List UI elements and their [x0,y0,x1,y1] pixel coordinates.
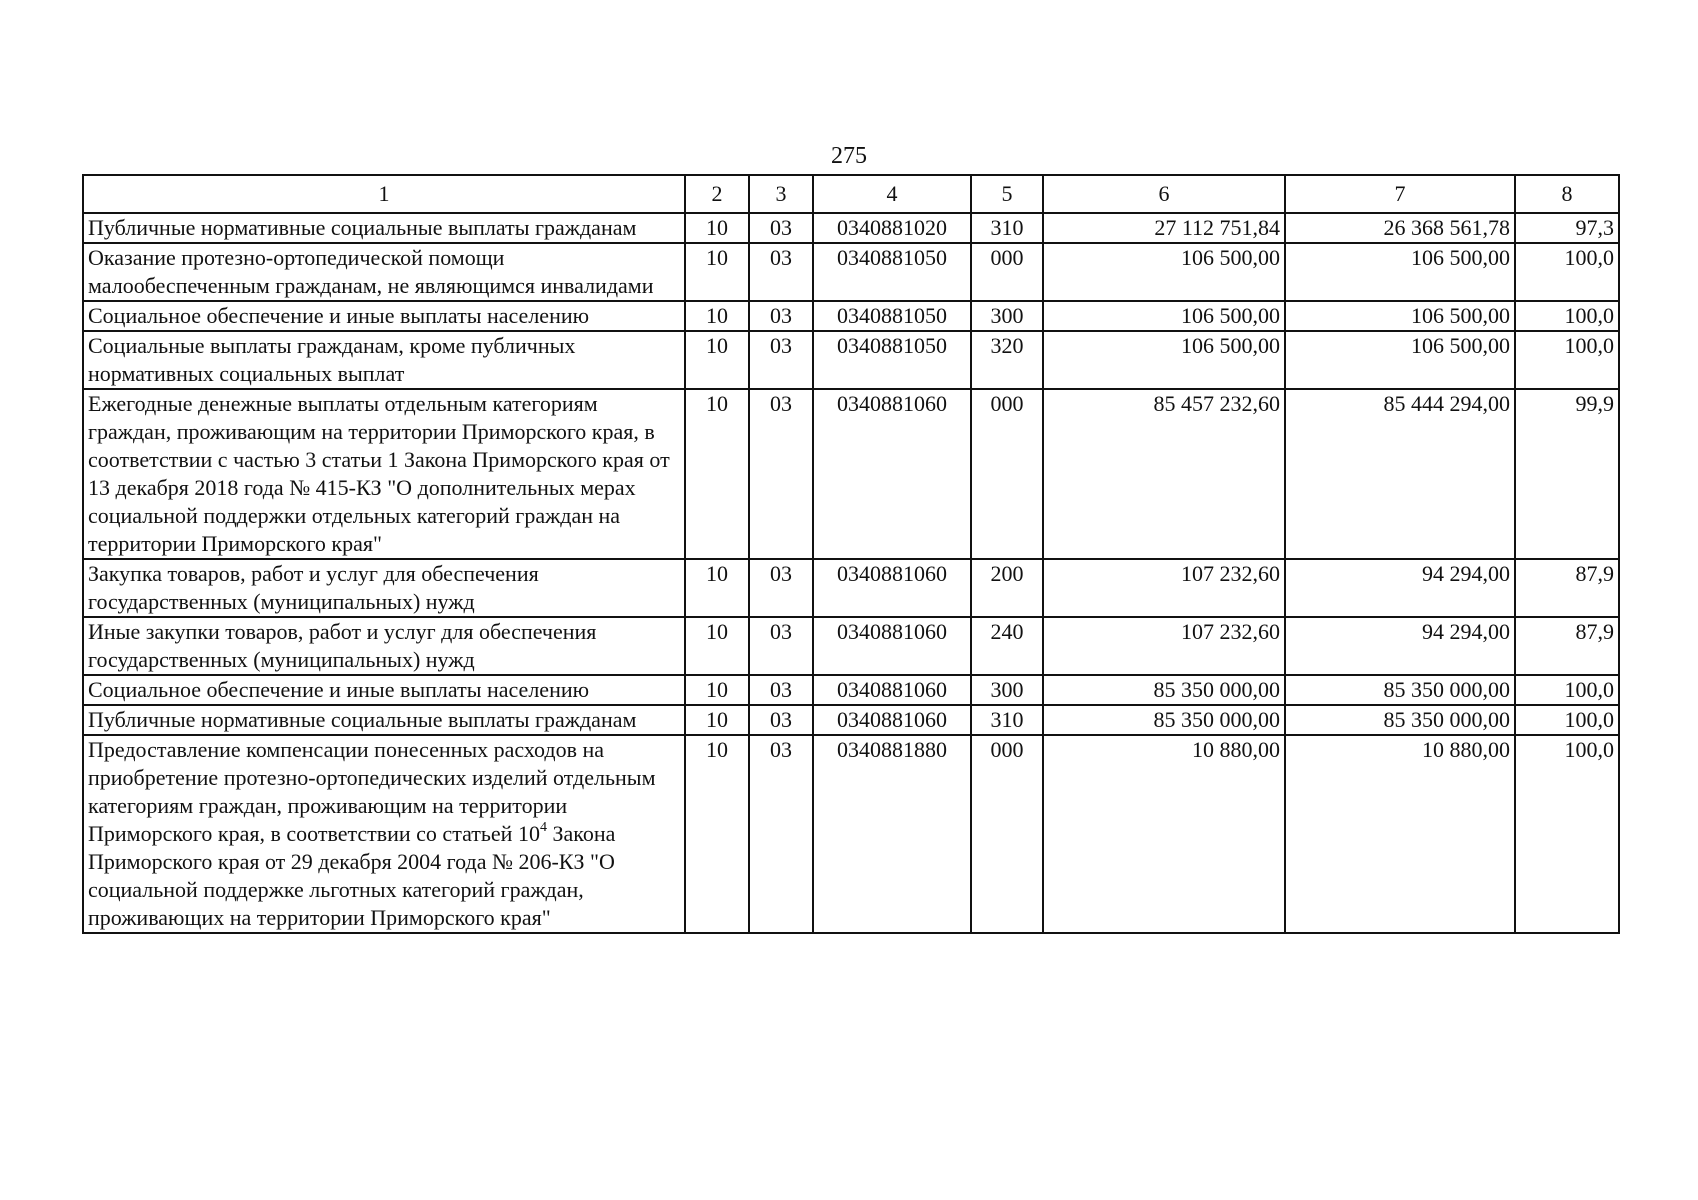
execution-percent: 100,0 [1515,243,1619,301]
section-code: 10 [685,389,749,559]
execution-percent: 100,0 [1515,331,1619,389]
actual-amount: 94 294,00 [1285,617,1515,675]
execution-percent: 100,0 [1515,735,1619,933]
planned-amount: 27 112 751,84 [1043,213,1285,243]
table-row [83,243,1619,301]
column-header: 4 [813,175,971,213]
actual-amount: 106 500,00 [1285,301,1515,331]
table-row [83,705,1619,735]
target-article-code: 0340881050 [813,301,971,331]
planned-amount: 106 500,00 [1043,301,1285,331]
subsection-code: 03 [749,213,813,243]
target-article-code: 0340881060 [813,559,971,617]
expense-type-code: 310 [971,213,1043,243]
row-name: Социальное обеспечение и иные выплаты населению [83,675,685,705]
row-name [83,735,685,933]
execution-percent: 97,3 [1515,213,1619,243]
section-code: 10 [685,559,749,617]
page-number: 275 [831,143,867,169]
expense-type-code: 000 [971,735,1043,933]
subsection-code: 03 [749,559,813,617]
table-row [83,331,1619,389]
actual-amount: 85 350 000,00 [1285,675,1515,705]
actual-amount: 85 350 000,00 [1285,705,1515,735]
section-code: 10 [685,705,749,735]
subsection-code: 03 [749,705,813,735]
target-article-code: 0340881880 [813,735,971,933]
actual-amount: 10 880,00 [1285,735,1515,933]
table-row [83,735,1619,933]
column-header: 7 [1285,175,1515,213]
table-row [83,301,1619,331]
table-row [83,617,1619,675]
planned-amount: 10 880,00 [1043,735,1285,933]
section-code: 10 [685,735,749,933]
execution-percent: 100,0 [1515,705,1619,735]
table-header-row [83,175,1619,213]
subsection-code: 03 [749,617,813,675]
row-name: Оказание протезно-ортопедической помощи малообеспеченным гражданам, не являющимся инвалидами [83,243,685,301]
expense-type-code: 200 [971,559,1043,617]
row-name: Закупка товаров, работ и услуг для обеспечения государственных (муниципальных) нужд [83,559,685,617]
subsection-code: 03 [749,243,813,301]
actual-amount: 85 444 294,00 [1285,389,1515,559]
section-code: 10 [685,331,749,389]
column-header: 5 [971,175,1043,213]
row-name: Публичные нормативные социальные выплаты гражданам [83,705,685,735]
column-header: 6 [1043,175,1285,213]
section-code: 10 [685,213,749,243]
section-code: 10 [685,675,749,705]
target-article-code: 0340881060 [813,705,971,735]
section-code: 10 [685,617,749,675]
planned-amount: 85 350 000,00 [1043,675,1285,705]
section-code: 10 [685,301,749,331]
execution-percent: 100,0 [1515,301,1619,331]
expense-type-code: 000 [971,243,1043,301]
target-article-code: 0340881050 [813,243,971,301]
execution-percent: 99,9 [1515,389,1619,559]
planned-amount: 85 350 000,00 [1043,705,1285,735]
execution-percent: 100,0 [1515,675,1619,705]
column-header: 3 [749,175,813,213]
target-article-code: 0340881060 [813,675,971,705]
row-name-head: Предоставление компенсации понесенных расходов на приобретение протезно-ортопедических изделий отдельным категориям граждан, проживающим на территории Приморского края, в соответствии со статьей 10 [88,737,656,846]
expense-type-code: 240 [971,617,1043,675]
expense-type-code: 000 [971,389,1043,559]
target-article-code: 0340881050 [813,331,971,389]
expense-type-code: 310 [971,705,1043,735]
row-name: Социальные выплаты гражданам, кроме публичных нормативных социальных выплат [83,331,685,389]
row-name: Социальное обеспечение и иные выплаты населению [83,301,685,331]
actual-amount: 94 294,00 [1285,559,1515,617]
target-article-code: 0340881060 [813,617,971,675]
row-name: Иные закупки товаров, работ и услуг для обеспечения государственных (муниципальных) нужд [83,617,685,675]
target-article-code: 0340881020 [813,213,971,243]
planned-amount: 107 232,60 [1043,559,1285,617]
row-name: Ежегодные денежные выплаты отдельным категориям граждан, проживающим на территории Приморского края, в соответствии с частью 3 статьи 1 Закона Приморского края от 13 декабря 2018 года № 415-КЗ "О дополнительных мерах социальной поддержки отдельных категорий граждан на территории Приморского края" [83,389,685,559]
execution-percent: 87,9 [1515,617,1619,675]
table-row [83,213,1619,243]
target-article-code: 0340881060 [813,389,971,559]
table-row [83,675,1619,705]
column-header: 1 [83,175,685,213]
row-name: Публичные нормативные социальные выплаты гражданам [83,213,685,243]
subsection-code: 03 [749,675,813,705]
planned-amount: 107 232,60 [1043,617,1285,675]
actual-amount: 106 500,00 [1285,243,1515,301]
superscript-article-number: 4 [539,819,547,835]
subsection-code: 03 [749,331,813,389]
subsection-code: 03 [749,301,813,331]
expense-type-code: 300 [971,675,1043,705]
subsection-code: 03 [749,389,813,559]
budget-table [82,174,1620,934]
column-header: 2 [685,175,749,213]
planned-amount: 106 500,00 [1043,243,1285,301]
expense-type-code: 300 [971,301,1043,331]
execution-percent: 87,9 [1515,559,1619,617]
table-row [83,559,1619,617]
table-row [83,389,1619,559]
expense-type-code: 320 [971,331,1043,389]
section-code: 10 [685,243,749,301]
planned-amount: 85 457 232,60 [1043,389,1285,559]
row-name-tail: Закона Приморского края от 29 декабря 2004 года № 206-КЗ "О социальной поддержке льготных категорий граждан, проживающих на территории Приморского края" [88,821,616,930]
subsection-code: 03 [749,735,813,933]
actual-amount: 106 500,00 [1285,331,1515,389]
column-header: 8 [1515,175,1619,213]
planned-amount: 106 500,00 [1043,331,1285,389]
actual-amount: 26 368 561,78 [1285,213,1515,243]
